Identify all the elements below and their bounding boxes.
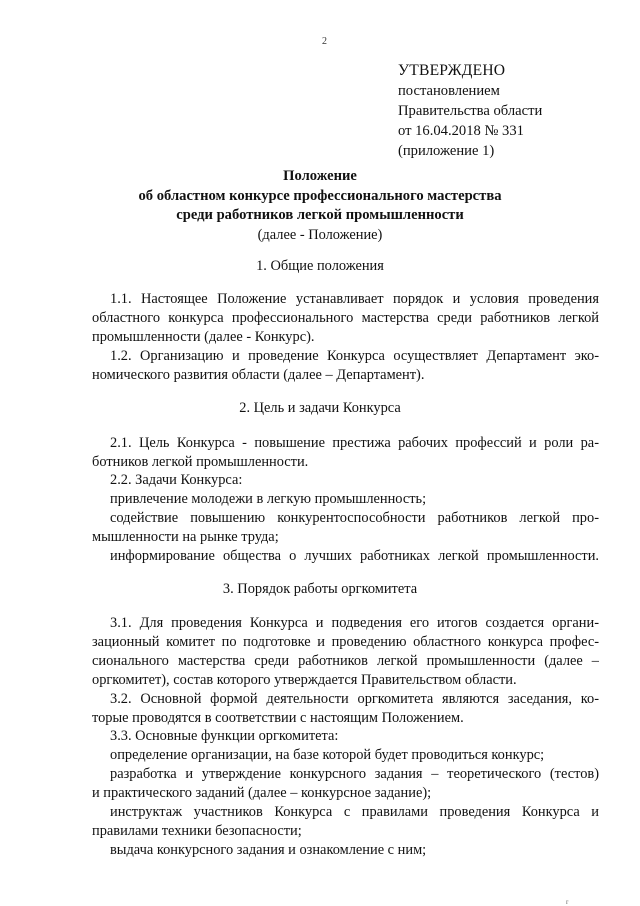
paragraph	[110, 348, 599, 365]
text-line: определение организации, на базе которой будет проводиться конкурс;	[110, 747, 545, 763]
text-line: 1.1. Настоящее Положение устанавливает порядок и условия проведения	[110, 291, 599, 307]
paragraph	[110, 691, 599, 708]
text-line: сионального мастерства среди работников легкой промышленности (далее –	[92, 653, 599, 669]
text-line: промышленности (далее - Конкурс).	[92, 329, 315, 345]
page-number: 2	[322, 36, 327, 47]
section-heading: 3. Порядок работы оргкомитета	[222, 581, 418, 597]
approval-line: Правительства области	[398, 103, 543, 119]
approval-line: (приложение 1)	[398, 143, 495, 159]
paragraph	[110, 510, 599, 527]
text-line: 2.2. Задачи Конкурса:	[110, 472, 243, 488]
text-line: 2.1. Цель Конкурса - повышение престижа рабочих профессий и роли ра-	[110, 435, 599, 451]
paragraph	[110, 615, 599, 632]
approval-label: УТВЕРЖДЕНО	[398, 62, 506, 79]
text-line: инструктаж участников Конкурса с правилами проведения Конкурса и	[110, 804, 599, 820]
text-line: выдача конкурсного задания и ознакомление с ним;	[110, 842, 427, 858]
paragraph	[110, 804, 599, 821]
paragraph	[110, 291, 599, 308]
text-line: правилами техники безопасности;	[92, 823, 302, 839]
text-line: номического развития области (далее – Департамент).	[92, 367, 425, 383]
text-line: областного конкурса профессионального мастерства среди работников легкой	[92, 310, 599, 326]
text-line: 3.3. Основные функции оргкомитета:	[110, 728, 339, 744]
paragraph	[110, 435, 599, 452]
approval-line: постановлением	[398, 83, 500, 99]
text-line: торые проводятся в соответствии с настоящим Положением.	[92, 710, 464, 726]
text-line: ботников легкой промышленности.	[92, 454, 309, 470]
paragraph	[110, 766, 599, 783]
section-heading: 2. Цель и задачи Конкурса	[239, 400, 401, 416]
text-line: оргкомитет), состав которого утверждается Правительством области.	[92, 672, 517, 688]
text-line: привлечение молодежи в легкую промышленность;	[110, 491, 427, 507]
text-line: мышленности на рынке труда;	[92, 529, 279, 545]
paragraph	[92, 634, 599, 651]
text-line: 3.1. Для проведения Конкурса и подведения его итогов создается органи-	[110, 615, 599, 631]
text-line: зационный комитет по подготовке и проведению областного конкурса профес-	[92, 634, 599, 650]
approval-line: от 16.04.2018 № 331	[398, 123, 524, 139]
paragraph	[92, 653, 599, 670]
text-line: и практического заданий (далее – конкурсное задание);	[92, 785, 432, 801]
title-line: среди работников легкой промышленности	[176, 207, 464, 223]
paragraph	[110, 548, 599, 565]
text-line: информирование общества о лучших работниках легкой промышленности.	[110, 548, 599, 564]
scan-mark: r	[566, 898, 569, 906]
title-line: (далее - Положение)	[257, 226, 383, 243]
paragraph	[92, 310, 599, 327]
text-line: содействие повышению конкурентоспособности работников легкой про-	[110, 510, 599, 526]
title-line: об областном конкурсе профессионального мастерства	[138, 187, 502, 204]
text-line: 1.2. Организацию и проведение Конкурса осуществляет Департамент эко-	[110, 348, 599, 364]
text-line: разработка и утверждение конкурсного задания – теоретического (тестов)	[110, 766, 599, 782]
text-line: 3.2. Основной формой деятельности оргкомитета являются заседания, ко-	[110, 691, 599, 707]
approval-block	[398, 61, 542, 161]
section-heading: 1. Общие положения	[256, 258, 384, 274]
title-line: Положение	[283, 168, 357, 184]
document-title	[0, 167, 640, 245]
